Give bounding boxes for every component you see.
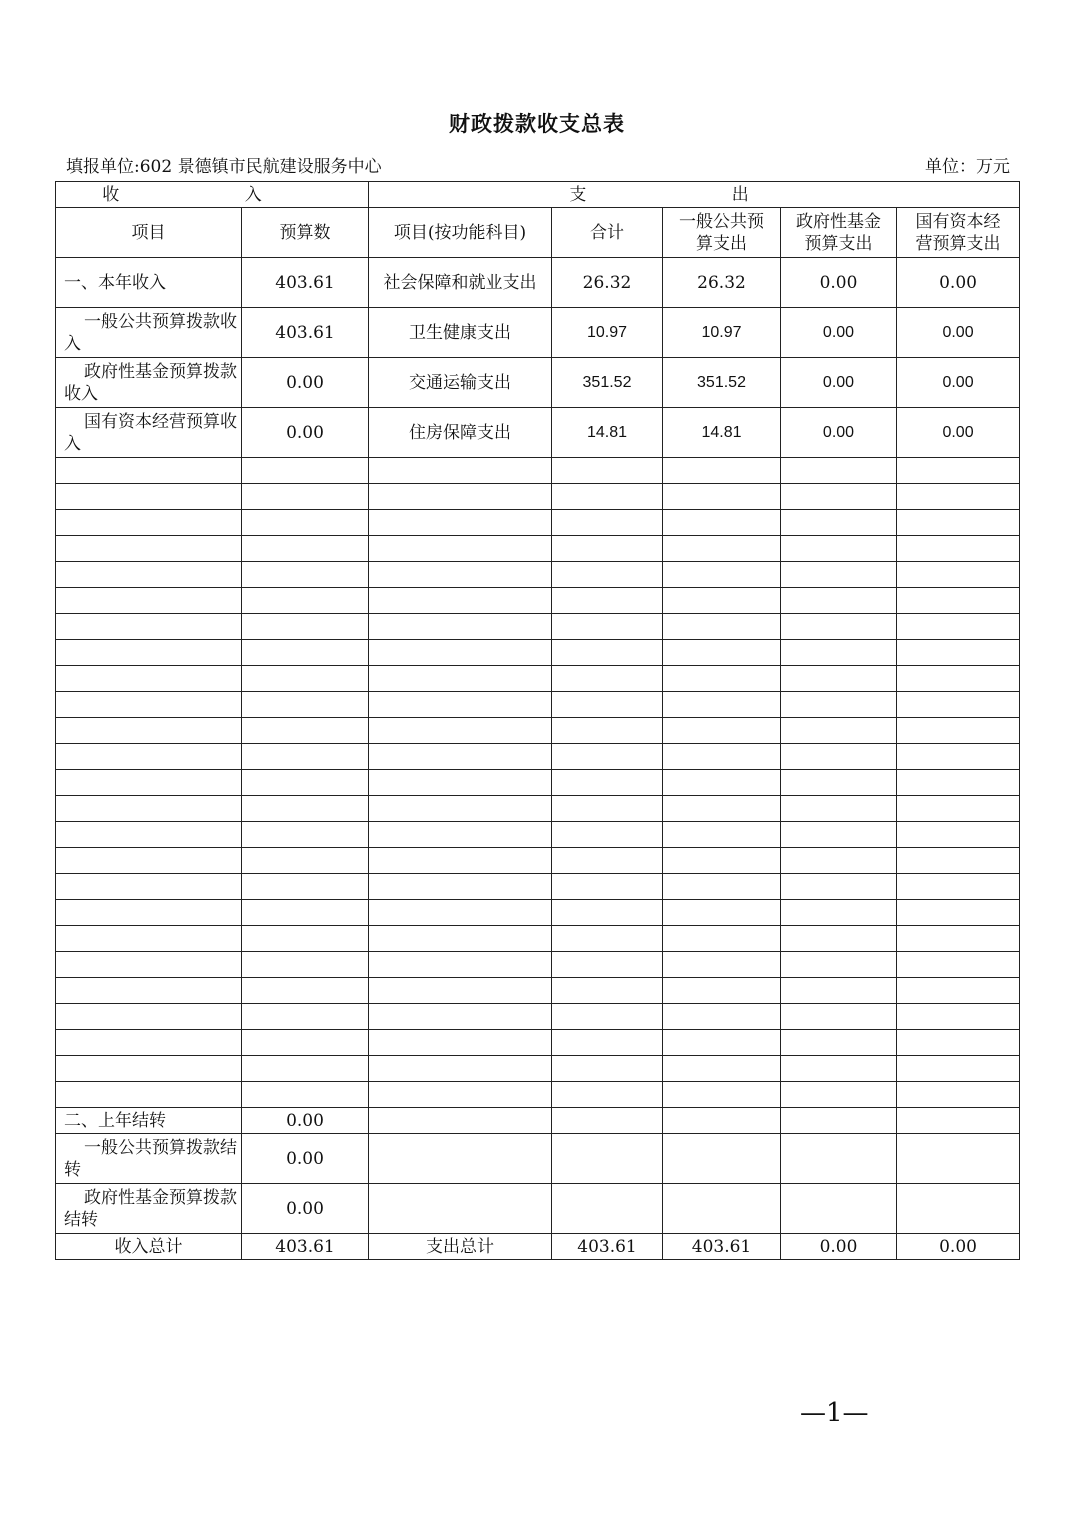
header-general: 一般公共预 算支出 bbox=[663, 208, 781, 258]
blank-cell bbox=[552, 1030, 663, 1056]
blank-cell bbox=[56, 822, 242, 848]
blank-cell bbox=[56, 692, 242, 718]
blank-cell bbox=[242, 744, 369, 770]
expense-total: 403.61 bbox=[552, 1234, 663, 1260]
blank-cell bbox=[56, 978, 242, 1004]
blank-row bbox=[56, 926, 1020, 952]
blank-cell bbox=[897, 1030, 1020, 1056]
totals-row bbox=[56, 1234, 1020, 1260]
row-fund: 0.00 bbox=[781, 358, 897, 408]
blank-cell bbox=[552, 458, 663, 484]
expense-group-header: 支 出 bbox=[369, 182, 1020, 208]
blank-cell bbox=[552, 1056, 663, 1082]
blank-cell bbox=[56, 1004, 242, 1030]
blank-cell bbox=[663, 692, 781, 718]
blank-cell bbox=[369, 1004, 552, 1030]
blank-row bbox=[56, 874, 1020, 900]
blank-cell bbox=[552, 1082, 663, 1108]
table-row bbox=[56, 358, 1020, 408]
blank-cell bbox=[369, 770, 552, 796]
blank-cell bbox=[552, 952, 663, 978]
blank-cell bbox=[242, 926, 369, 952]
blank-cell bbox=[552, 666, 663, 692]
blank-cell bbox=[663, 848, 781, 874]
blank-cell bbox=[781, 536, 897, 562]
blank-row bbox=[56, 744, 1020, 770]
blank-cell bbox=[663, 536, 781, 562]
blank-cell bbox=[781, 640, 897, 666]
blank-cell bbox=[56, 1082, 242, 1108]
blank-cell bbox=[369, 718, 552, 744]
blank-cell bbox=[552, 484, 663, 510]
blank-cell bbox=[781, 796, 897, 822]
blank-cell bbox=[897, 926, 1020, 952]
blank-cell bbox=[56, 666, 242, 692]
blank-cell bbox=[552, 614, 663, 640]
row-item: 一般公共预算拨款收入 bbox=[56, 308, 242, 358]
blank-cell bbox=[242, 1082, 369, 1108]
blank-cell bbox=[781, 458, 897, 484]
blank-cell bbox=[781, 1082, 897, 1108]
blank-cell bbox=[663, 900, 781, 926]
reporting-unit: 填报单位:602 景德镇市民航建设服务中心 bbox=[66, 157, 382, 177]
row-func: 住房保障支出 bbox=[369, 408, 552, 458]
blank-cell bbox=[552, 562, 663, 588]
row-budget: 403.61 bbox=[242, 258, 369, 308]
blank-cell bbox=[897, 718, 1020, 744]
blank-cell bbox=[552, 874, 663, 900]
blank-cell bbox=[781, 562, 897, 588]
row-func: 社会保障和就业支出 bbox=[369, 258, 552, 308]
row-capital: 0.00 bbox=[897, 258, 1020, 308]
blank-cell bbox=[552, 536, 663, 562]
row-fund: 0.00 bbox=[781, 258, 897, 308]
column-header-row bbox=[56, 208, 1020, 258]
blank-cell bbox=[369, 1056, 552, 1082]
blank-cell bbox=[242, 952, 369, 978]
blank-cell bbox=[369, 796, 552, 822]
blank-cell bbox=[369, 640, 552, 666]
blank-cell bbox=[897, 692, 1020, 718]
carryover-item: 二、上年结转 bbox=[56, 1108, 242, 1134]
blank-cell bbox=[897, 874, 1020, 900]
row-capital: 0.00 bbox=[897, 408, 1020, 458]
blank-cell bbox=[369, 978, 552, 1004]
blank-row bbox=[56, 900, 1020, 926]
blank-cell bbox=[897, 1004, 1020, 1030]
blank-cell bbox=[369, 536, 552, 562]
blank-cell bbox=[663, 510, 781, 536]
blank-cell bbox=[781, 848, 897, 874]
blank-cell bbox=[56, 1030, 242, 1056]
blank-cell bbox=[663, 562, 781, 588]
row-item: 政府性基金预算拨款收入 bbox=[56, 358, 242, 408]
carryover-row bbox=[56, 1184, 1020, 1234]
blank-cell bbox=[781, 874, 897, 900]
blank-cell bbox=[56, 874, 242, 900]
row-budget: 0.00 bbox=[242, 358, 369, 408]
blank-cell bbox=[781, 1056, 897, 1082]
blank-cell bbox=[897, 744, 1020, 770]
blank-cell bbox=[56, 952, 242, 978]
row-fund: 0.00 bbox=[781, 308, 897, 358]
row-total: 26.32 bbox=[552, 258, 663, 308]
blank-cell bbox=[242, 640, 369, 666]
header-item: 项目 bbox=[56, 208, 242, 258]
blank-cell bbox=[897, 952, 1020, 978]
blank-cell bbox=[242, 1030, 369, 1056]
income-group-header: 收 入 bbox=[56, 182, 369, 208]
blank-cell bbox=[781, 744, 897, 770]
blank-cell bbox=[897, 770, 1020, 796]
blank-cell bbox=[552, 692, 663, 718]
row-item: 一、本年收入 bbox=[56, 258, 242, 308]
blank-cell bbox=[663, 1004, 781, 1030]
blank-row bbox=[56, 666, 1020, 692]
blank-cell bbox=[781, 718, 897, 744]
blank-cell bbox=[552, 822, 663, 848]
blank-cell bbox=[663, 796, 781, 822]
blank-cell bbox=[663, 666, 781, 692]
blank-cell bbox=[369, 1082, 552, 1108]
blank-cell bbox=[56, 640, 242, 666]
blank-cell bbox=[663, 458, 781, 484]
row-total: 351.52 bbox=[552, 358, 663, 408]
blank-cell bbox=[56, 510, 242, 536]
blank-cell bbox=[552, 588, 663, 614]
blank-row bbox=[56, 562, 1020, 588]
blank-cell bbox=[781, 822, 897, 848]
blank-cell bbox=[897, 1082, 1020, 1108]
blank-cell bbox=[897, 614, 1020, 640]
blank-cell bbox=[369, 848, 552, 874]
blank-cell bbox=[369, 510, 552, 536]
blank-cell bbox=[242, 848, 369, 874]
row-total: 10.97 bbox=[552, 308, 663, 358]
blank-row bbox=[56, 822, 1020, 848]
blank-cell bbox=[242, 562, 369, 588]
blank-cell bbox=[552, 744, 663, 770]
blank-cell bbox=[242, 510, 369, 536]
blank-cell bbox=[369, 900, 552, 926]
blank-cell bbox=[56, 848, 242, 874]
blank-cell bbox=[552, 848, 663, 874]
blank-cell bbox=[369, 744, 552, 770]
blank-cell bbox=[897, 848, 1020, 874]
row-func: 交通运输支出 bbox=[369, 358, 552, 408]
blank-cell bbox=[663, 952, 781, 978]
blank-row bbox=[56, 692, 1020, 718]
blank-row bbox=[56, 1082, 1020, 1108]
blank-cell bbox=[369, 666, 552, 692]
table-row bbox=[56, 408, 1020, 458]
carryover-item: 一般公共预算拨款结转 bbox=[56, 1134, 242, 1184]
blank-cell bbox=[897, 796, 1020, 822]
expense-fund-total: 0.00 bbox=[781, 1234, 897, 1260]
blank-cell bbox=[897, 562, 1020, 588]
blank-cell bbox=[663, 1082, 781, 1108]
blank-cell bbox=[781, 770, 897, 796]
blank-cell bbox=[552, 1004, 663, 1030]
blank-row bbox=[56, 458, 1020, 484]
row-total: 14.81 bbox=[552, 408, 663, 458]
blank-cell bbox=[781, 614, 897, 640]
blank-row bbox=[56, 640, 1020, 666]
blank-cell bbox=[781, 900, 897, 926]
blank-cell bbox=[897, 640, 1020, 666]
blank-cell bbox=[781, 666, 897, 692]
blank-cell bbox=[242, 458, 369, 484]
blank-cell bbox=[369, 614, 552, 640]
header-fund: 政府性基金 预算支出 bbox=[781, 208, 897, 258]
blank-cell bbox=[663, 614, 781, 640]
blank-row bbox=[56, 484, 1020, 510]
blank-cell bbox=[56, 770, 242, 796]
carryover-row bbox=[56, 1108, 1020, 1134]
blank-cell bbox=[369, 562, 552, 588]
row-budget: 403.61 bbox=[242, 308, 369, 358]
blank-cell bbox=[552, 510, 663, 536]
carryover-item: 政府性基金预算拨款结转 bbox=[56, 1184, 242, 1234]
blank-cell bbox=[242, 692, 369, 718]
blank-cell bbox=[552, 900, 663, 926]
blank-cell bbox=[242, 900, 369, 926]
row-capital: 0.00 bbox=[897, 308, 1020, 358]
blank-cell bbox=[242, 1056, 369, 1082]
blank-cell bbox=[242, 614, 369, 640]
blank-cell bbox=[56, 926, 242, 952]
blank-cell bbox=[56, 562, 242, 588]
blank-cell bbox=[781, 588, 897, 614]
blank-cell bbox=[56, 1056, 242, 1082]
blank-cell bbox=[242, 718, 369, 744]
currency-unit: 单位：万元 bbox=[925, 157, 1010, 177]
blank-row bbox=[56, 614, 1020, 640]
blank-cell bbox=[552, 640, 663, 666]
carryover-row bbox=[56, 1134, 1020, 1184]
blank-cell bbox=[242, 874, 369, 900]
blank-cell bbox=[663, 640, 781, 666]
blank-cell bbox=[897, 510, 1020, 536]
blank-cell bbox=[663, 744, 781, 770]
blank-cell bbox=[56, 796, 242, 822]
blank-cell bbox=[897, 588, 1020, 614]
header-func: 项目(按功能科目) bbox=[369, 208, 552, 258]
blank-cell bbox=[663, 484, 781, 510]
blank-cell bbox=[242, 1004, 369, 1030]
table-row bbox=[56, 258, 1020, 308]
expense-general-total: 403.61 bbox=[663, 1234, 781, 1260]
blank-cell bbox=[897, 822, 1020, 848]
blank-cell bbox=[663, 588, 781, 614]
row-func: 卫生健康支出 bbox=[369, 308, 552, 358]
blank-cell bbox=[781, 692, 897, 718]
blank-rows bbox=[56, 458, 1020, 1108]
blank-cell bbox=[663, 874, 781, 900]
header-budget: 预算数 bbox=[242, 208, 369, 258]
blank-cell bbox=[242, 978, 369, 1004]
blank-cell bbox=[781, 952, 897, 978]
blank-cell bbox=[663, 718, 781, 744]
row-general: 10.97 bbox=[663, 308, 781, 358]
blank-cell bbox=[897, 900, 1020, 926]
table-row bbox=[56, 308, 1020, 358]
unit-row bbox=[66, 152, 1010, 178]
blank-cell bbox=[242, 484, 369, 510]
blank-cell bbox=[663, 1056, 781, 1082]
blank-row bbox=[56, 536, 1020, 562]
blank-cell bbox=[56, 458, 242, 484]
row-budget: 0.00 bbox=[242, 408, 369, 458]
row-capital: 0.00 bbox=[897, 358, 1020, 408]
blank-row bbox=[56, 796, 1020, 822]
blank-cell bbox=[552, 926, 663, 952]
row-general: 351.52 bbox=[663, 358, 781, 408]
blank-cell bbox=[897, 484, 1020, 510]
blank-cell bbox=[781, 1004, 897, 1030]
blank-cell bbox=[897, 666, 1020, 692]
budget-table bbox=[55, 181, 1020, 1260]
blank-cell bbox=[369, 926, 552, 952]
blank-cell bbox=[369, 692, 552, 718]
blank-row bbox=[56, 848, 1020, 874]
blank-cell bbox=[663, 770, 781, 796]
blank-cell bbox=[781, 926, 897, 952]
carryover-budget: 0.00 bbox=[242, 1108, 369, 1134]
blank-cell bbox=[56, 744, 242, 770]
blank-cell bbox=[781, 978, 897, 1004]
blank-cell bbox=[242, 666, 369, 692]
blank-cell bbox=[897, 536, 1020, 562]
blank-cell bbox=[56, 614, 242, 640]
blank-cell bbox=[663, 926, 781, 952]
income-total-label: 收入总计 bbox=[56, 1234, 242, 1260]
carryover-budget: 0.00 bbox=[242, 1184, 369, 1234]
header-total: 合计 bbox=[552, 208, 663, 258]
blank-cell bbox=[663, 822, 781, 848]
blank-cell bbox=[369, 952, 552, 978]
page-title: 财政拨款收支总表 bbox=[449, 111, 625, 136]
expense-capital-total: 0.00 bbox=[897, 1234, 1020, 1260]
blank-cell bbox=[781, 510, 897, 536]
blank-cell bbox=[552, 978, 663, 1004]
blank-cell bbox=[369, 484, 552, 510]
blank-cell bbox=[663, 1030, 781, 1056]
blank-cell bbox=[56, 900, 242, 926]
group-header-row bbox=[56, 182, 1020, 208]
blank-cell bbox=[56, 536, 242, 562]
blank-row bbox=[56, 770, 1020, 796]
blank-cell bbox=[663, 978, 781, 1004]
blank-row bbox=[56, 978, 1020, 1004]
blank-row bbox=[56, 588, 1020, 614]
blank-row bbox=[56, 510, 1020, 536]
income-total-value: 403.61 bbox=[242, 1234, 369, 1260]
blank-cell bbox=[552, 718, 663, 744]
blank-row bbox=[56, 1004, 1020, 1030]
blank-cell bbox=[369, 874, 552, 900]
blank-cell bbox=[552, 796, 663, 822]
blank-row bbox=[56, 1030, 1020, 1056]
blank-cell bbox=[369, 588, 552, 614]
blank-cell bbox=[897, 1056, 1020, 1082]
blank-cell bbox=[897, 458, 1020, 484]
blank-row bbox=[56, 1056, 1020, 1082]
blank-row bbox=[56, 718, 1020, 744]
row-item: 国有资本经营预算收入 bbox=[56, 408, 242, 458]
blank-cell bbox=[56, 484, 242, 510]
blank-cell bbox=[369, 822, 552, 848]
blank-cell bbox=[242, 796, 369, 822]
blank-cell bbox=[56, 588, 242, 614]
blank-cell bbox=[897, 978, 1020, 1004]
blank-cell bbox=[242, 588, 369, 614]
blank-cell bbox=[369, 1030, 552, 1056]
carryover-budget: 0.00 bbox=[242, 1134, 369, 1184]
page-number: —1— bbox=[800, 1398, 869, 1428]
blank-cell bbox=[56, 718, 242, 744]
blank-cell bbox=[781, 484, 897, 510]
blank-row bbox=[56, 952, 1020, 978]
row-fund: 0.00 bbox=[781, 408, 897, 458]
blank-cell bbox=[242, 770, 369, 796]
blank-cell bbox=[242, 536, 369, 562]
blank-cell bbox=[781, 1030, 897, 1056]
blank-cell bbox=[552, 770, 663, 796]
header-capital: 国有资本经 营预算支出 bbox=[897, 208, 1020, 258]
blank-cell bbox=[242, 822, 369, 848]
row-general: 14.81 bbox=[663, 408, 781, 458]
blank-cell bbox=[369, 458, 552, 484]
row-general: 26.32 bbox=[663, 258, 781, 308]
expense-total-label: 支出总计 bbox=[369, 1234, 552, 1260]
